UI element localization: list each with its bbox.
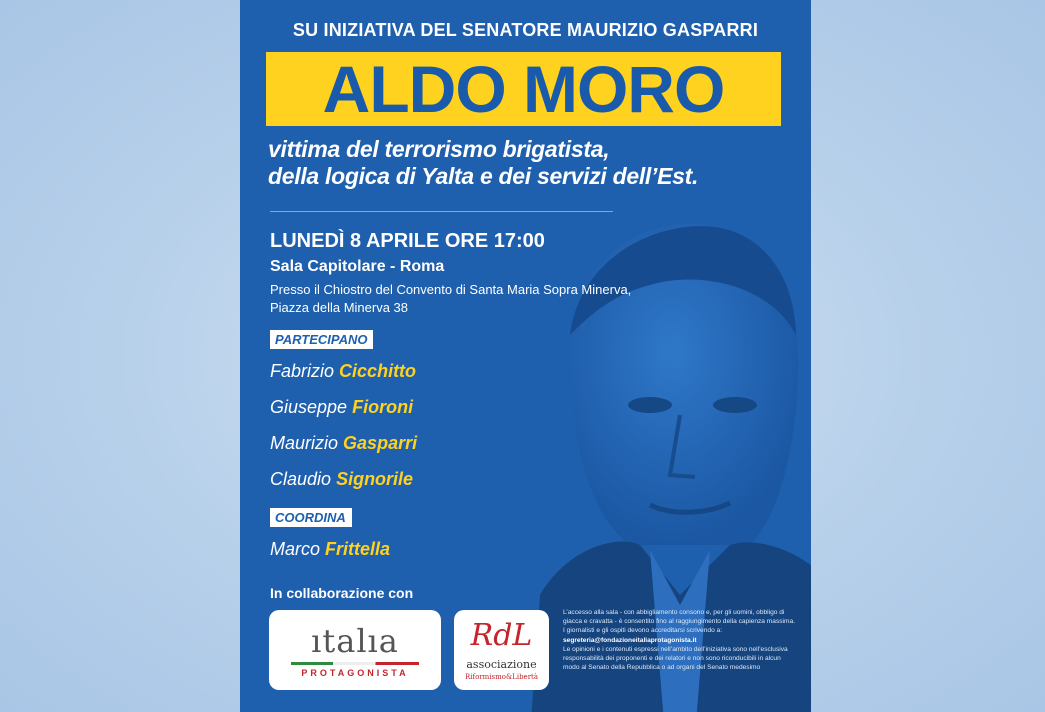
initiative-header: SU INIZIATIVA DEL SENATORE MAURIZIO GASPARRI <box>292 20 759 40</box>
participant <box>270 361 416 382</box>
event-poster <box>240 0 811 712</box>
participant-last-name: Gasparri <box>343 433 418 453</box>
participant-first-name: Giuseppe <box>270 397 348 417</box>
event-title: ALDO MORO <box>322 52 725 126</box>
coordinator-label: COORDINA <box>270 508 352 527</box>
participant-first-name: Claudio <box>270 469 332 489</box>
subtitle-line-2: della logica di Yalta e dei servizi dell’Est. <box>268 163 699 189</box>
italia-logo-word: ıtalıa <box>311 622 399 660</box>
address-line-1: Presso il Chiostro del Convento di Santa Maria Sopra Minerva, <box>270 282 632 297</box>
rdl-association-logo <box>454 610 549 690</box>
italia-protagonista-logo <box>269 610 441 690</box>
title-band <box>266 52 781 126</box>
participant-last-name: Signorile <box>336 469 414 489</box>
rdl-logo-mark: RdL <box>470 618 533 653</box>
tricolor-stripe <box>291 662 419 665</box>
divider <box>270 211 613 212</box>
notice-paragraph-1: L’accesso alla sala - con abbigliamento consono e, per gli uomini, obbligo di giacca e cravatta - è consentito fino al raggiungimento della capienza massima. I giornalisti e gli ospiti devono accreditarsi scrivendo a: <box>563 609 796 635</box>
event-address <box>270 281 631 317</box>
italia-logo-sub: PROTAGONISTA <box>301 668 409 678</box>
participants-label: PARTECIPANO <box>270 330 373 349</box>
participant-last-name: Cicchitto <box>339 361 417 381</box>
participant-first-name: Fabrizio <box>270 361 335 381</box>
address-line-2: Piazza della Minerva 38 <box>270 300 409 315</box>
participant <box>270 433 417 454</box>
rdl-logo-sub: Riformismo&Libertà <box>464 673 539 681</box>
participant <box>270 469 413 490</box>
participant <box>270 397 413 418</box>
notice-paragraph-2: Le opinioni e i contenuti espressi nell’ambito dell’iniziativa sono nell’esclusiva responsabilità dei proponenti e dei relatori e non sono riconducibili in alcun modo al Senato della Repubblica o ad organi del Senato medesimo <box>563 645 788 672</box>
event-subtitle <box>268 136 698 190</box>
notice-email: segreteria@fondazioneitaliaprotagonista.it <box>563 636 697 644</box>
coordinator <box>270 539 390 560</box>
event-venue: Sala Capitolare - Roma <box>270 258 445 275</box>
participant-first-name: Maurizio <box>270 433 339 453</box>
subtitle-line-1: vittima del terrorismo brigatista, <box>268 136 610 162</box>
collaboration-label: In collaborazione con <box>270 585 414 601</box>
event-date: LUNEDÌ 8 APRILE ORE 17:00 <box>270 230 545 252</box>
rdl-logo-assoc: associazione <box>466 658 537 671</box>
participant-last-name: Fioroni <box>352 397 414 417</box>
coordinator-last-name: Frittella <box>325 539 391 559</box>
access-notice <box>563 608 795 672</box>
coordinator-first-name: Marco <box>270 539 321 559</box>
